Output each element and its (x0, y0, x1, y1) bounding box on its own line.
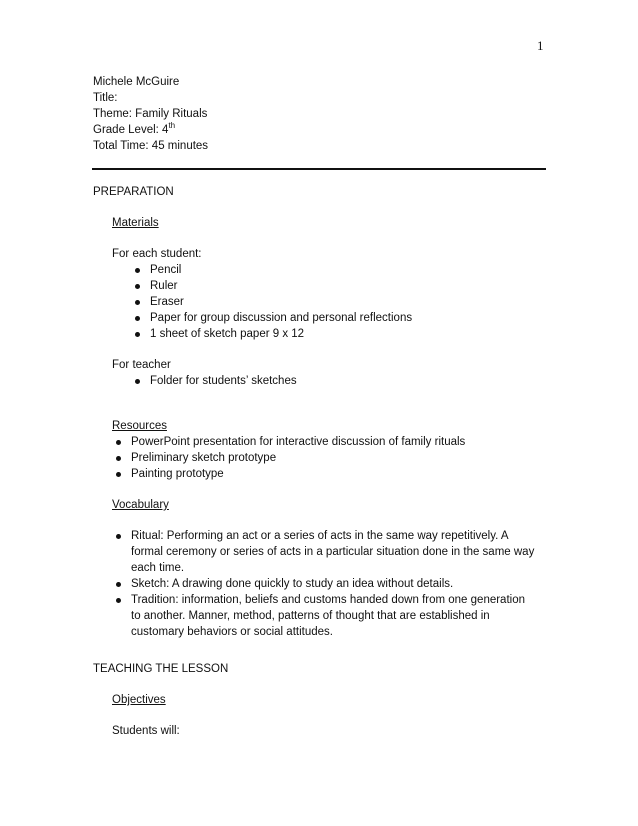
bullet-icon (116, 456, 121, 461)
grade-level-text: Grade Level: 4 (93, 124, 169, 136)
total-time-line: Total Time: 45 minutes (93, 140, 209, 152)
vocabulary-line: Ritual: Performing an act or a series of acts in the same way repetitively. A (131, 530, 509, 542)
grade-level-line (93, 122, 175, 138)
page-number: 1 (537, 38, 544, 53)
vocabulary-line: each time. (131, 562, 185, 574)
theme-line: Theme: Family Rituals (93, 108, 208, 120)
teaching-heading: TEACHING THE LESSON (93, 663, 229, 675)
vocabulary-line: customary behaviors or social attitudes. (131, 626, 333, 638)
bullet-icon (116, 440, 121, 445)
vocabulary-line: Sketch: A drawing done quickly to study an idea without details. (131, 578, 454, 590)
bullet-icon (135, 332, 140, 337)
list-item: 1 sheet of sketch paper 9 x 12 (150, 328, 305, 340)
list-item: Paper for group discussion and personal reflections (150, 312, 413, 324)
list-item: Folder for students’ sketches (150, 375, 297, 387)
list-item: Preliminary sketch prototype (131, 452, 277, 464)
materials-heading: Materials (112, 217, 159, 229)
list-item: Eraser (150, 296, 184, 308)
bullet-icon (135, 316, 140, 321)
list-item: Pencil (150, 264, 182, 276)
bullet-icon (135, 300, 140, 305)
list-item: PowerPoint presentation for interactive discussion of family rituals (131, 436, 466, 448)
list-item: Ruler (150, 280, 178, 292)
grade-level-superscript: th (168, 121, 176, 131)
horizontal-rule (92, 168, 546, 170)
bullet-icon (116, 582, 121, 587)
vocabulary-line: Tradition: information, beliefs and customs handed down from one generation (131, 594, 525, 606)
title-label: Title: (93, 92, 118, 104)
list-item: Painting prototype (131, 468, 224, 480)
bullet-icon (135, 284, 140, 289)
students-will-label: Students will: (112, 725, 180, 737)
vocabulary-line: to another. Manner, method, patterns of thought that are established in (131, 610, 490, 622)
resources-heading: Resources (112, 420, 167, 432)
preparation-heading: PREPARATION (93, 186, 174, 198)
bullet-icon (135, 379, 140, 384)
bullet-icon (116, 598, 121, 603)
bullet-icon (116, 472, 121, 477)
objectives-heading: Objectives (112, 694, 166, 706)
vocabulary-line: formal ceremony or series of acts in a particular situation done in the same way (131, 546, 535, 558)
bullet-icon (116, 534, 121, 539)
author-name: Michele McGuire (93, 76, 180, 88)
vocabulary-heading: Vocabulary (112, 499, 169, 511)
for-teacher-label: For teacher (112, 359, 171, 371)
for-each-student-label: For each student: (112, 248, 202, 260)
bullet-icon (135, 268, 140, 273)
